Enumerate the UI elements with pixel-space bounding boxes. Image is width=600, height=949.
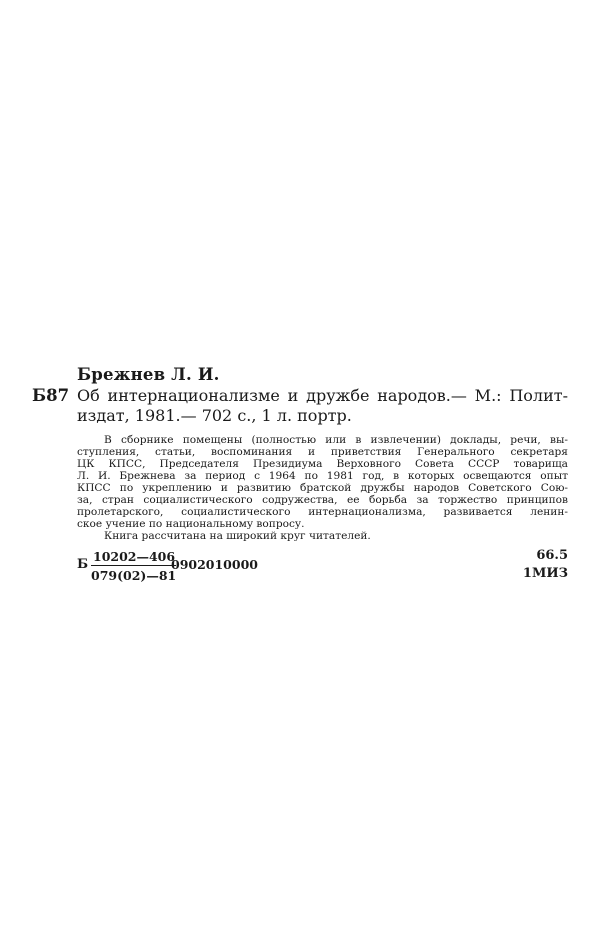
- author-name: Брежнев Л. И.: [77, 365, 220, 384]
- annotation-line: В сборнике помещены (полностью или в извлечении) доклады, речи, вы-: [104, 434, 568, 446]
- annotation-line: КПСС по укреплению и развитию братской дружбы народов Советского Сою-: [77, 482, 568, 494]
- catalog-letter: Б: [77, 557, 89, 572]
- catalog-numerator: 10202—406: [93, 549, 176, 564]
- catalog-fraction: [91, 548, 176, 584]
- annotation-line: ское учение по национальному вопросу.: [77, 518, 305, 530]
- catalog-code: 0902010000: [171, 557, 258, 572]
- annotation-line: Л. И. Брежнева за период с 1964 по 1981 год, в которых освещаются опыт: [77, 470, 568, 482]
- bbk-code: 66.5: [536, 548, 568, 563]
- catalog-denominator: 079(02)—81: [91, 565, 176, 584]
- annotation-line: за, стран социалистического содружества, ее борьба за торжество принципов: [77, 494, 568, 506]
- annotation-line: ступления, статьи, воспоминания и приветствия Генерального секретаря: [77, 446, 568, 458]
- title-line-1: Об интернационализме и дружбе народов.— М.: Полит-: [77, 386, 568, 405]
- author-index-code: Б87: [32, 386, 70, 405]
- annotation-line: пролетарского, социалистического интернационализма, развивается ленин-: [77, 506, 568, 518]
- publisher-code: 1МИЗ: [522, 566, 568, 581]
- annotation-line: ЦК КПСС, Председателя Президиума Верховного Совета СССР товарища: [77, 458, 568, 470]
- title-line-2: издат, 1981.— 702 с., 1 л. портр.: [77, 406, 352, 425]
- readership-note: Книга рассчитана на широкий круг читателей.: [104, 530, 371, 542]
